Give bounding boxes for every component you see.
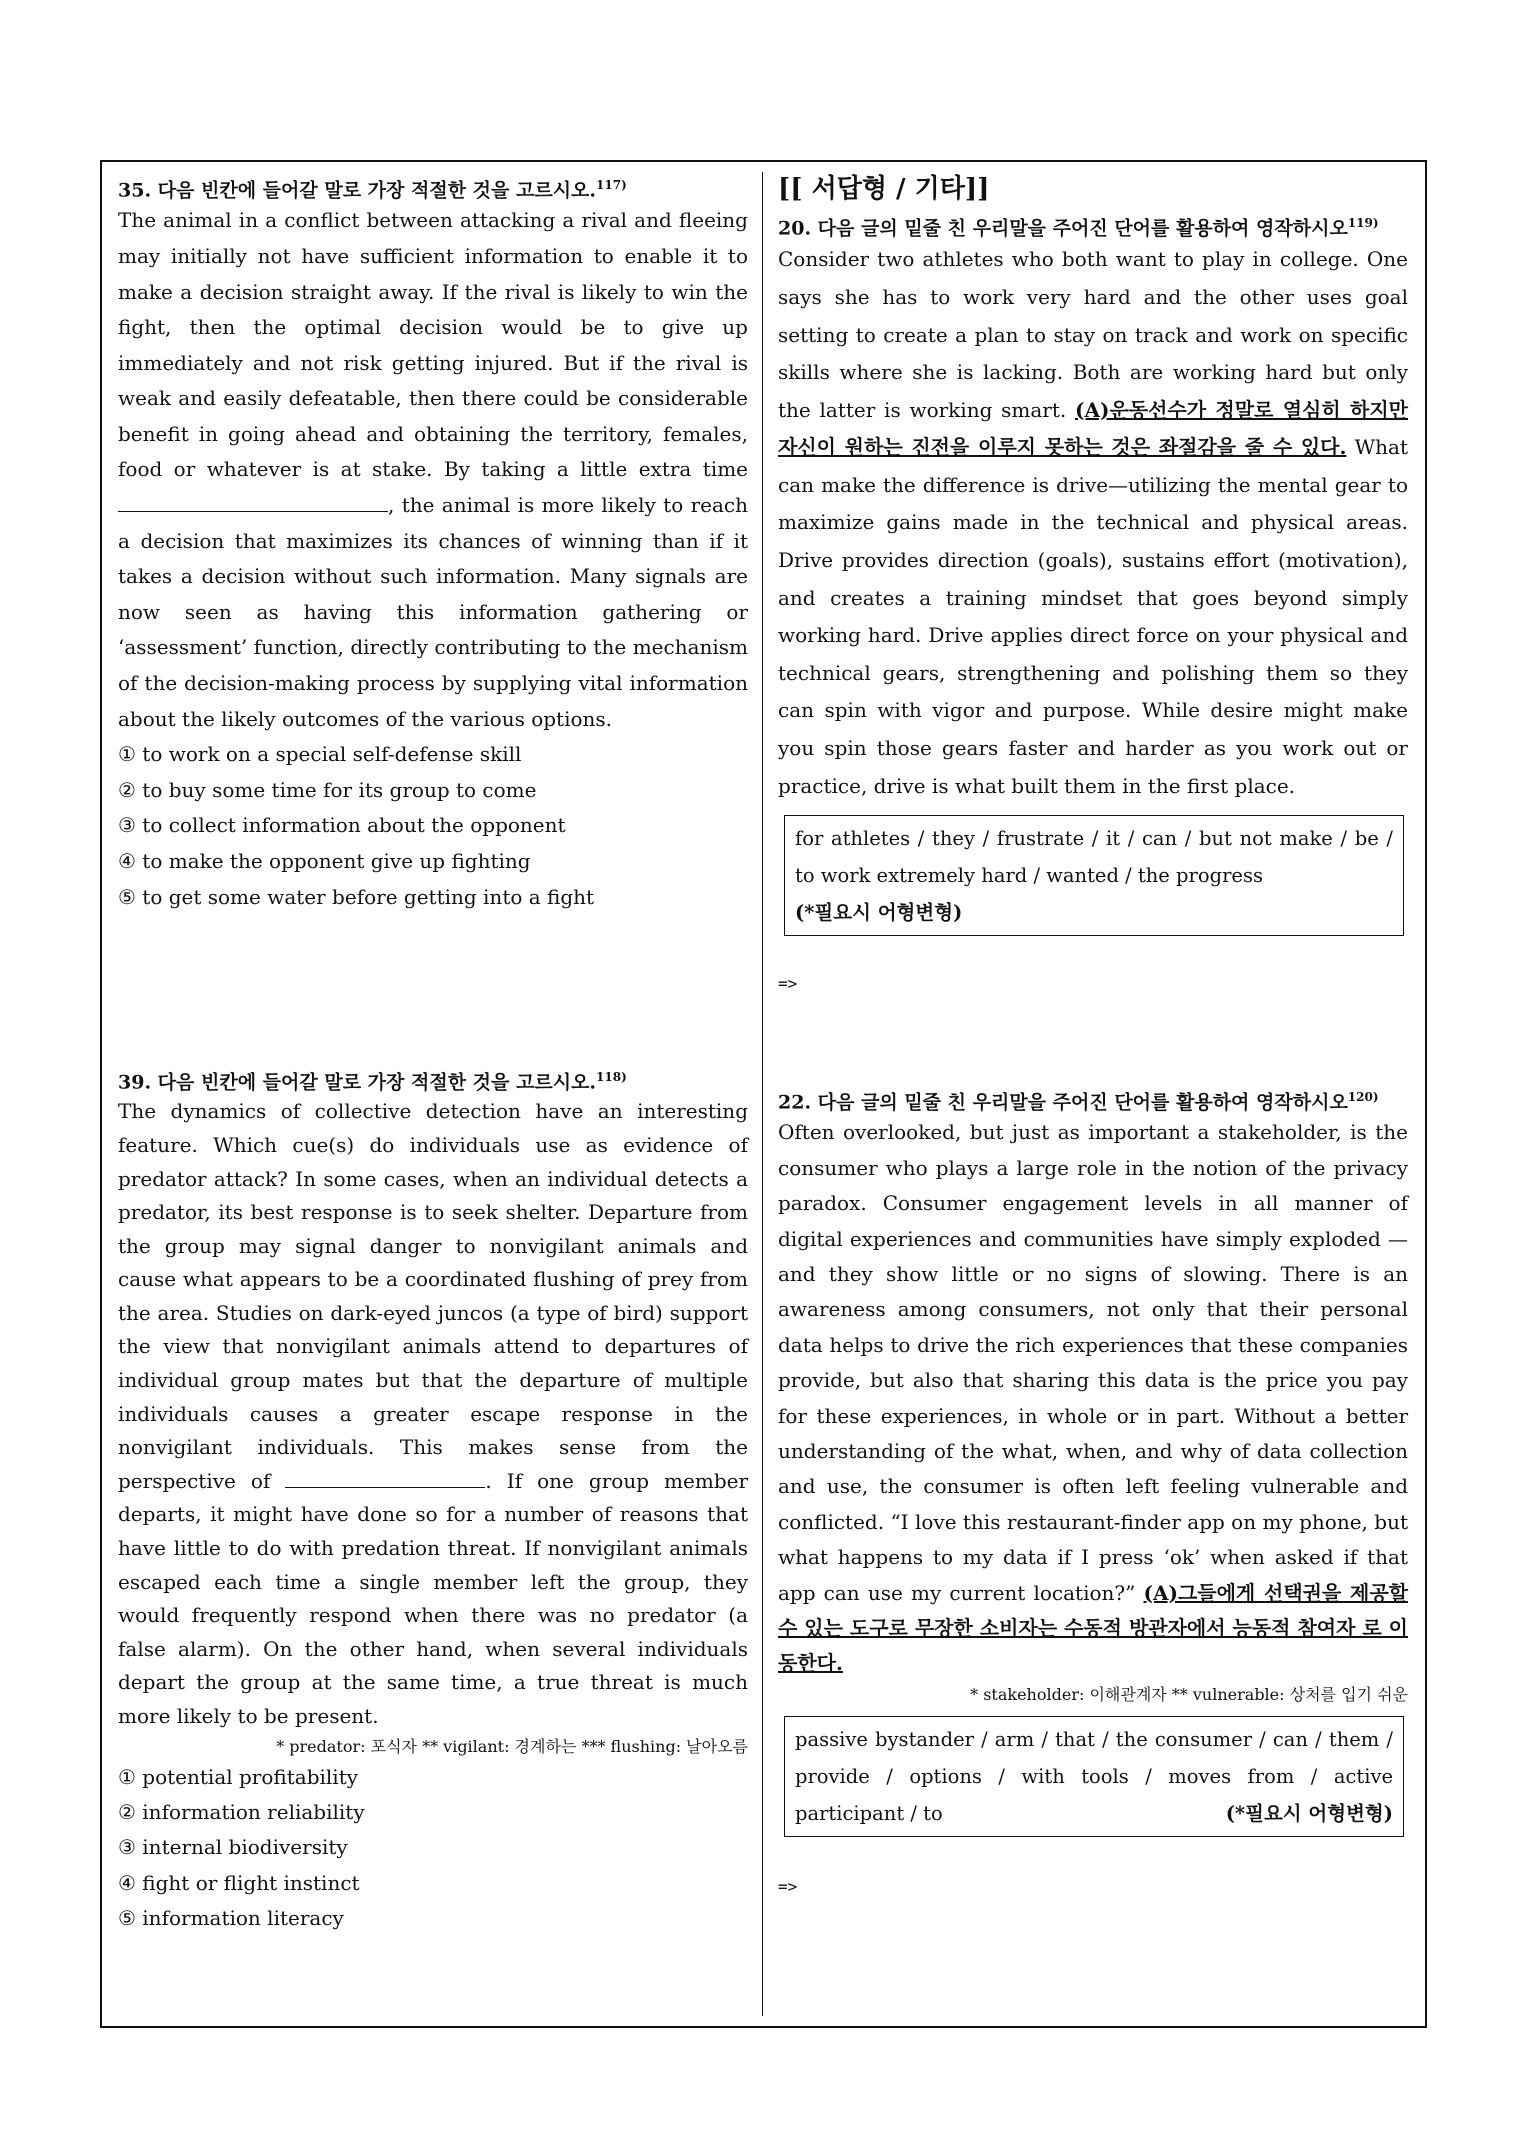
hint-note: (*필요시 어형변형) (795, 901, 963, 925)
question-35-title: 35. 다음 빈칸에 들어갈 말로 가장 적절한 것을 고르시오.$^{117)}$ (118, 178, 627, 202)
footnote-ref: 117) (596, 178, 627, 192)
question-35-passage: The animal in a conflict between attacking a rival and fleeing may initially not have sufficient information to enable it to make a decision straight away. If the rival is likely to win the fight, then the optimal decision would be to give up immediately and not risk getting injured. But if the rival is weak and easily defeatable, then there could be considerable benefit in going ahead and obtaining the territory, females, food or whatever is at stake. By taking a little extra time , the animal is more likely to reach a decision that maximizes its chances of winning than if it takes a decision without such information. Many signals are now seen as having this information gathering or ‘assessment’ function, directly contributing to the mechanism of the decision-making process by supplying vital information about the likely outcomes of the various options. (118, 208, 748, 731)
hint-words: for athletes / they / frustrate / it / can / but not make / be / to work extremely hard / wanted / the progress (795, 827, 1393, 888)
hint-words: passive bystander / arm / that / the consumer / can / them / provide / options / with tools / moves from / active participant / to (795, 1727, 1393, 1825)
question-22-passage: Often overlooked, but just as important a stakeholder, is the consumer who plays a large role in the notion of the privacy paradox. Consumer engagement levels in all manner of digital experiences and communities have simply exploded — and they show little or no signs of slowing. There is an awareness among consumers, not only that their personal data helps to drive the rich experiences that these companies provide, but also that sharing this data is the price you pay for these experiences, in whole or in part. Without a better understanding of the what, when, and why of data collection and use, the consumer is often left feeling vulnerable and conflicted. “I love this restaurant-finder app on my phone, but what happens to my data if I press ‘ok’ when asked if that app can use my current location?” (A)그들에게 선택권을 제공할 수 있는 도구로 무장한 소비자는 수동적 방관자에서 능동적 참여자 로 이동한다. (778, 1120, 1408, 1676)
question-39-title: 39. 다음 빈칸에 들어갈 말로 가장 적절한 것을 고르시오.$^{118)}$ (118, 1070, 627, 1094)
word-hint-box (784, 1716, 1404, 1837)
question-20-passage: Consider two athletes who both want to play in college. One says she has to work very hard and the other uses goal setting to create a plan to stay on track and work on specific skills where she is lacking. Both are working hard but only the latter is working smart. (A)운동선수가 정말로 열심히 하지만 자신이 원하는 진전을 이루지 못하는 것은 좌절감을 줄 수 있다. What can make the difference is drive—utilizing the mental gear to maximize gains made in the technical and physical areas. Drive provides direction (goals), sustains effort (motivation), and creates a training mindset that goes beyond simply working hard. Drive applies direct force on your physical and technical gears, strengthening and polishing them so they can spin with vigor and purpose. While desire might make you spin those gears faster and harder as you work out or practice, drive is what built them in the first place. (778, 247, 1408, 798)
option-4[interactable]: ④ fight or flight instinct (118, 1870, 360, 1895)
option-2[interactable]: ② information reliability (118, 1800, 365, 1825)
question-22-title: 22. 다음 글의 밑줄 친 우리말을 주어진 단어를 활용하여 영작하시오$^{120)}$ (778, 1090, 1379, 1114)
section-heading: [[ 서답형 / 기타]] (778, 174, 990, 204)
option-2[interactable]: ② to buy some time for its group to come (118, 777, 537, 802)
question-20 (778, 172, 1408, 993)
answer-blank (285, 1469, 485, 1488)
question-35-options (118, 737, 748, 915)
footnote-ref: 120) (1347, 1090, 1379, 1104)
option-5[interactable]: ⑤ to get some water before getting into a fight (118, 884, 595, 909)
answer-blank (118, 493, 388, 512)
option-5[interactable]: ⑤ information literacy (118, 1906, 344, 1931)
option-1[interactable]: ① potential profitability (118, 1764, 359, 1789)
option-4[interactable]: ④ to make the opponent give up fighting (118, 849, 531, 874)
question-39-passage: The dynamics of collective detection have an interesting feature. Which cue(s) do individuals use as evidence of predator attack? In some cases, when an individual detects a predator, its best response is to seek shelter. Departure from the group may signal danger to nonvigilant animals and cause what appears to be a coordinated flushing of prey from the area. Studies on dark-eyed juncos (a type of bird) support the view that nonvigilant animals attend to departures of individual group mates but that the departure of multiple individuals causes a greater escape response in the nonvigilant individuals. This makes sense from the perspective of . If one group member departs, it might have done so for a number of reasons that have little to do with predation threat. If nonvigilant animals escaped each time a single member left the group, they would frequently respond when there was no predator (a false alarm). On the other hand, when several individuals depart the group at the same time, a true threat is much more likely to be present. (118, 1099, 749, 1729)
glossary-note: * stakeholder: 이해관계자 ** vulnerable: 상처를 입기 쉬운 (970, 1684, 1408, 1704)
underlined-korean: (A)그들에게 선택권을 제공할 수 있는 도구로 무장한 소비자는 수동적 방관자에서 능동적 참여자 로 이동한다. (778, 1580, 1408, 1676)
question-39-options (118, 1760, 748, 1937)
question-35 (118, 172, 748, 915)
answer-prompt[interactable]: => (778, 1876, 798, 1896)
hint-note: (*필요시 어형변형) (1225, 1801, 1393, 1825)
word-hint-box (784, 815, 1404, 936)
underlined-korean: (A)운동선수가 정말로 열심히 하지만 자신이 원하는 진전을 이루지 못하는 것은 좌절감을 줄 수 있다. (778, 397, 1408, 460)
option-3[interactable]: ③ internal biodiversity (118, 1835, 348, 1860)
footnote-ref: 119) (1347, 216, 1379, 230)
glossary-note: * predator: 포식자 ** vigilant: 경계하는 *** flushing: 날아오름 (276, 1736, 748, 1756)
option-1[interactable]: ① to work on a special self-defense skill (118, 742, 522, 767)
question-22 (778, 1084, 1408, 1896)
option-3[interactable]: ③ to collect information about the opponent (118, 813, 566, 838)
column-divider (762, 172, 763, 2016)
question-39 (118, 1064, 748, 1937)
question-20-title: 20. 다음 글의 밑줄 친 우리말을 주어진 단어를 활용하여 영작하시오$^{119)}$ (778, 216, 1379, 240)
answer-prompt[interactable]: => (778, 974, 798, 994)
footnote-ref: 118) (596, 1070, 627, 1084)
